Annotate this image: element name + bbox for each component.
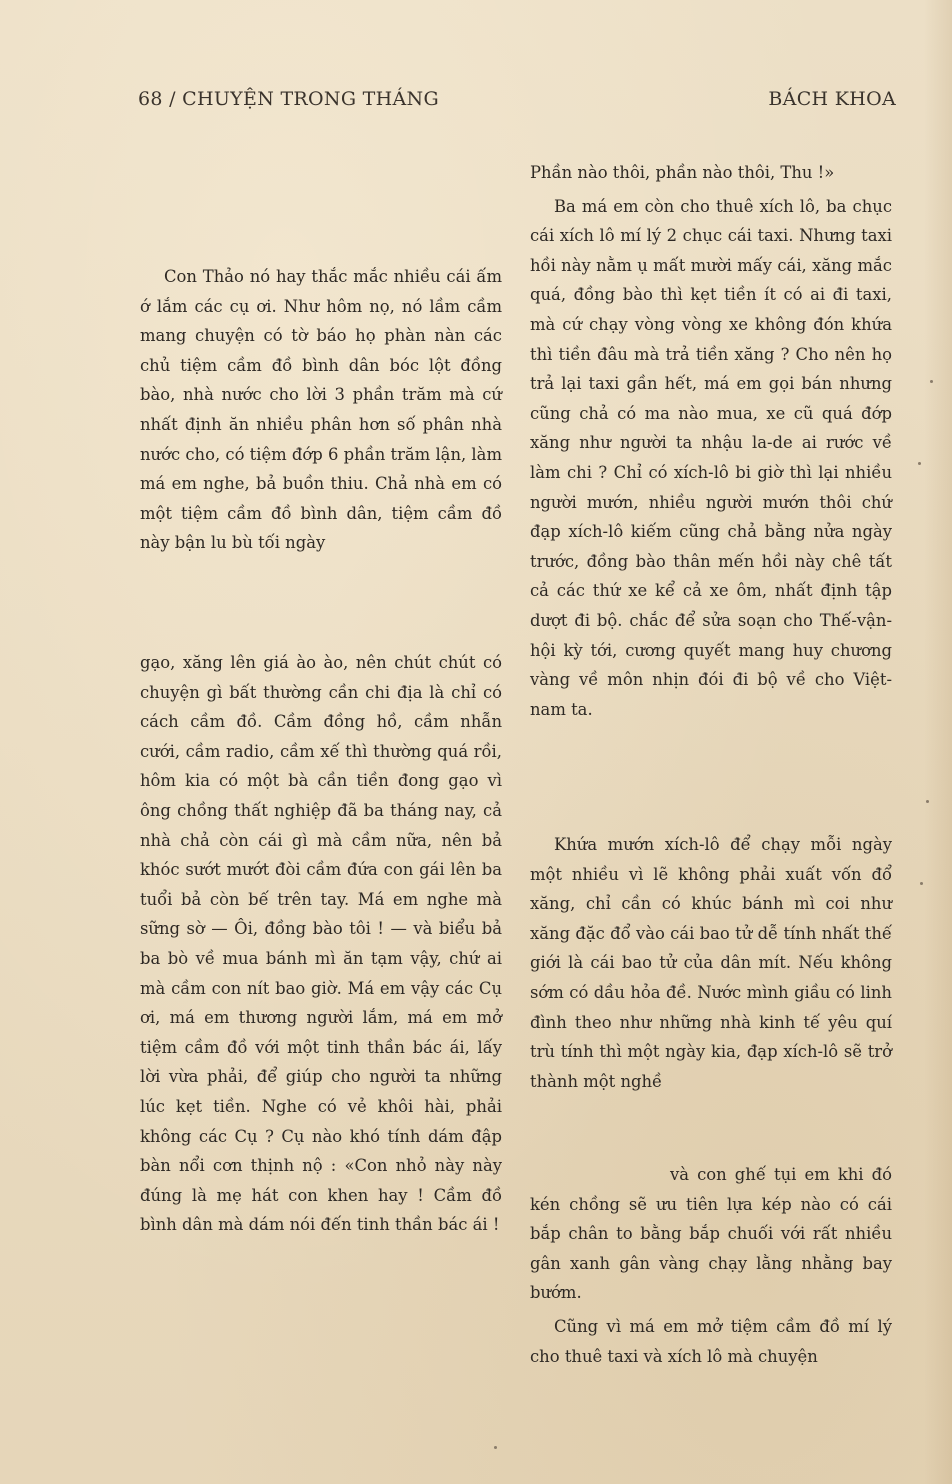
body-text: Khứa mướn xích-lô để chạy mỗi ngày một nhiều vì lẽ không phải xuất vốn đổ xăng, chỉ cần có khúc bánh mì coi như xăng đặc đổ vào cái bao tử dễ tính nhất thế giới là cái bao tử của dân mít. Nếu không sớm có dầu hỏa đề. Nước mình giầu có linh đình theo như những nhà kinh tế yêu quí trù tính thì một ngày kia, đạp xích-lô sẽ trở thành một nghề [530,835,892,1091]
paper-speck [930,380,933,383]
header-page-section: 68 / CHUYỆN TRONG THÁNG [138,88,439,110]
right-column-paragraph-3 [530,1160,892,1308]
running-header [138,88,896,118]
paper-speck [918,462,921,465]
body-text: và con ghế tụi em khi đó kén chồng sẽ ưu tiên lựa kép nào có cái bắp chân to bằng bắp chuối với rất nhiều gân xanh gân vàng chạy lằng nhằng bay bướm. [530,1165,892,1303]
page-edge-shadow [924,0,952,1484]
body-text: Ba má em còn cho thuê xích lô, ba chục cái xích lô mí lý 2 chục cái taxi. Nhưng taxi hồi này nằm ụ mất mười mấy cái, xăng mắc quá, đồng bào thì kẹt tiền ít có ai đi taxi, mà cứ chạy vòng vòng xe không đón khứa thì tiền đâu mà trả tiền xăng ? Cho nên họ trả lại taxi gần hết, má em gọi bán nhưng cũng chả có ma nào mua, xe cũ quá đớp xăng như người ta nhậu la-de ai rước về làm chi ? Chỉ có xích-lô bi giờ thì lại nhiều người mướn, nhiều người mướn thôi chứ đạp xích-lô kiếm cũng chả bằng nửa ngày trước, đồng bào thân mến hồi này chê tất cả các thứ xe kể cả xe ôm, nhất định tập dượt đi bộ. chắc để sửa soạn cho Thế-vận-hội kỳ tới, cương quyết mang huy chương vàng về môn nhịn đói đi bộ về cho Việt-nam ta. [530,196,892,719]
left-column-paragraph-1 [140,262,502,558]
right-column-paragraph-1 [530,158,892,724]
header-magazine-title: BÁCH KHOA [768,88,896,110]
paper-speck [494,1446,497,1449]
body-text: Phần nào thôi, phần nào thôi, Thu !» [530,163,835,182]
body-text: gạo, xăng lên giá ào ào, nên chút chút có chuyện gì bất thường cần chi địa là chỉ có cách cầm đồ. Cầm đồng hồ, cầm nhẫn cưới, cầm radio, cầm xế thì thường quá rồi, hôm kia có một bà cần tiền đong gạo vì ông chồng thất nghiệp đã ba tháng nay, cả nhà chả còn cái gì mà cầm nữa, nên bả khóc sướt mướt đòi cầm đứa con gái lên ba tuổi bả còn bế trên tay. Má em nghe mà sững sờ — Ôi, đồng bào tôi ! — và biểu bả ba bò về mua bánh mì ăn tạm vậy, chứ ai mà cầm con nít bao giờ. Má em vậy các Cụ ơi, má em thương người lắm, má em mở tiệm cầm đồ với một tinh thần bác ái, lấy lời vừa phải, để giúp cho người ta những lúc kẹt tiền. Nghe có vẻ khôi hài, phải không các Cụ ? Cụ nào khó tính dám đập bàn nổi cơn thịnh nộ : «Con nhỏ này này đúng là mẹ hát con khen hay ! Cầm đồ bình dân mà dám nói đến tinh thần bác ái ! [140,653,502,1235]
left-column-paragraph-2 [140,648,502,1240]
body-text: Con Thảo nó hay thắc mắc nhiều cái ấm ớ lắm các cụ ơi. Như hôm nọ, nó lầm cầm mang chuyện có tờ báo họ phàn nàn các chủ tiệm cầm đồ bình dân bóc lột đồng bào, nhà nước cho lời 3 phần trăm mà cứ nhất định ăn nhiều phân hơn số phân nhà nước cho, có tiệm đớp 6 phần trăm lận, làm má em nghe, bả buồn thiu. Chả nhà em có một tiệm cầm đồ bình dân, tiệm cầm đồ này bận lu bù tối ngày [140,267,502,553]
right-column-paragraph-2 [530,830,892,1096]
paper-speck [926,800,929,803]
paper-speck [920,882,923,885]
body-text: Cũng vì má em mở tiệm cầm đồ mí lý cho thuê taxi và xích lô mà chuyện [530,1317,892,1366]
right-column-paragraph-4 [530,1312,892,1371]
